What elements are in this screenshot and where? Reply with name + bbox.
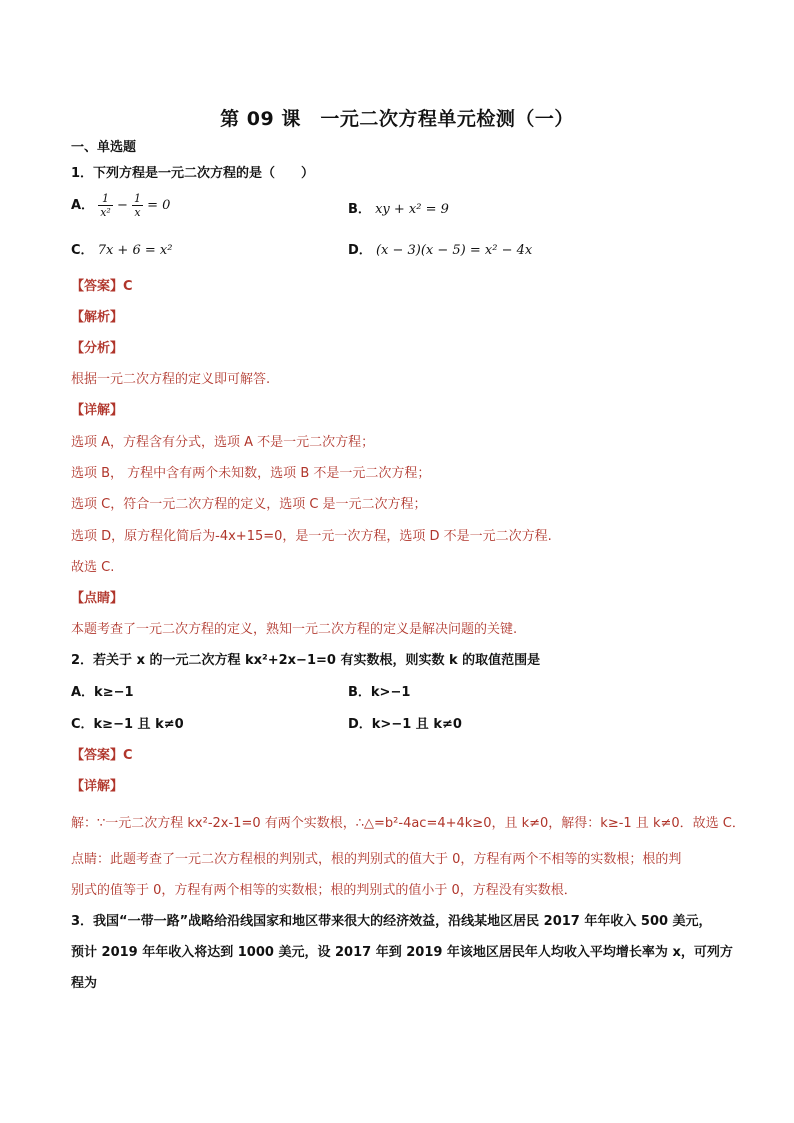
q2-option-a: A．k≥−1 (71, 685, 134, 700)
q2-answer: 【答案】C (71, 748, 133, 763)
q1-option-c-label: C． (71, 243, 94, 258)
q2-note-line-2: 别式的值等于 0，方程有两个相等的实数根；根的判别式的值小于 0，方程没有实数根． (71, 883, 577, 898)
q1-dianjing-tag: 【点睛】 (71, 591, 124, 606)
page-title: 第 09 课 一元二次方程单元检测（一） (220, 108, 574, 130)
section-heading: 一、单选题 (71, 140, 137, 155)
q1-detail-tag: 【详解】 (71, 403, 124, 418)
q1-stem: 1．下列方程是一元二次方程的是（ ） (71, 166, 315, 181)
q3-stem-line-2: 预计 2019 年年收入将达到 1000 美元，设 2017 年到 2019 年该地区居民年人均收入平均增长率为 x，可列方 (71, 945, 733, 960)
q2-solution: 解：∵一元二次方程 kx²-2x-1=0 有两个实数根，∴△=b²-4ac=4+4k≥0，且 k≠0，解得：k≥-1 且 k≠0．故选 C． (71, 816, 745, 831)
fraction-numerator: 1 (134, 192, 142, 205)
q2-option-c: C．k≥−1 且 k≠0 (71, 717, 184, 732)
q1-option-b-expr: xy + x² = 9 (375, 202, 449, 217)
q1-fenxi-tag: 【分析】 (71, 341, 124, 356)
q1-option-d-label: D． (348, 243, 372, 258)
fraction-denominator: x (134, 206, 141, 219)
q1-option-a-label: A． (71, 198, 95, 213)
q1-detail-line-1: 选项 A，方程含有分式，选项 A 不是一元二次方程； (71, 435, 375, 450)
q1-option-b (348, 201, 449, 219)
q3-stem-line-1: 3．我国“一带一路”战略给沿线国家和地区带来很大的经济效益，沿线某地区居民 2017 年年收入 500 美元， (71, 914, 712, 929)
q1-option-a-fraction-1 (98, 192, 113, 219)
q1-detail-line-2: 选项 B， 方程中含有两个未知数，选项 B 不是一元二次方程； (71, 466, 431, 481)
q1-option-d (348, 242, 532, 260)
q2-option-b: B．k>−1 (348, 685, 411, 700)
q3-stem-line-3: 程为 (71, 976, 98, 991)
q1-option-a (71, 192, 170, 219)
fraction-numerator: 1 (98, 192, 113, 206)
minus-sign: − (116, 198, 128, 213)
q2-detail-tag: 【详解】 (71, 779, 124, 794)
q1-option-c (71, 242, 172, 260)
q1-option-a-fraction-2 (132, 192, 143, 219)
q1-option-b-label: B． (348, 202, 371, 217)
q1-detail-line-3: 选项 C，符合一元二次方程的定义，选项 C 是一元二次方程； (71, 497, 427, 512)
fraction-denominator: x² (100, 206, 111, 219)
q1-option-d-expr: (x − 3)(x − 5) = x² − 4x (375, 243, 533, 258)
q1-detail-line-5: 故选 C. (71, 560, 115, 575)
q1-detail-line-4: 选项 D，原方程化简后为-4x+15=0，是一元一次方程，选项 D 不是一元二次方程. (71, 529, 552, 544)
q1-fenxi-text: 根据一元二次方程的定义即可解答. (71, 372, 271, 387)
q2-option-d: D．k>−1 且 k≠0 (348, 717, 462, 732)
q1-dianjing-text: 本题考查了一元二次方程的定义，熟知一元二次方程的定义是解决问题的关键. (71, 622, 518, 637)
q2-stem: 2．若关于 x 的一元二次方程 kx²+2x−1=0 有实数根，则实数 k 的取值范围是 (71, 653, 541, 668)
q1-option-c-expr: 7x + 6 = x² (97, 243, 173, 258)
q2-note-line-1: 点睛：此题考查了一元二次方程根的判别式，根的判别式的值大于 0，方程有两个不相等的实数根；根的判 (71, 852, 682, 867)
q1-analysis-tag: 【解析】 (71, 310, 124, 325)
q1-answer: 【答案】C (71, 279, 133, 294)
equals-zero: = 0 (147, 198, 171, 213)
